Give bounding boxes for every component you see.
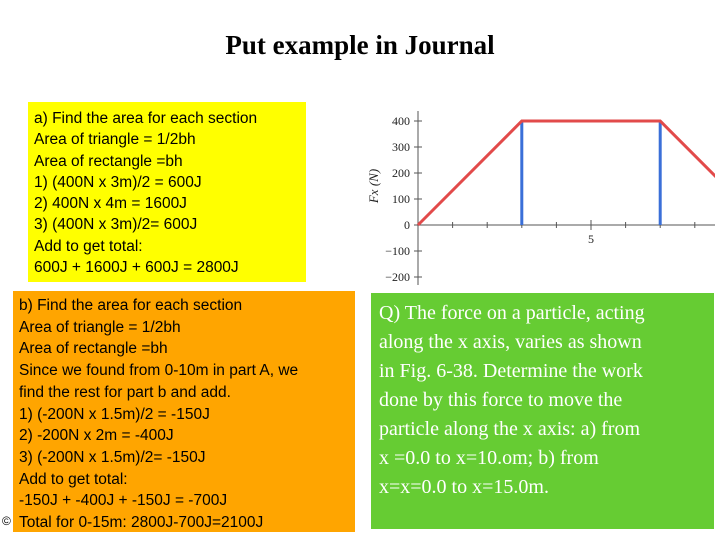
y-tick-label: 100: [392, 192, 410, 206]
y-tick-label: 300: [392, 140, 410, 154]
part-a-box: [28, 102, 306, 282]
force-line: [418, 121, 715, 277]
question-line: done by this force to move the: [379, 389, 623, 411]
part-b-line: Since we found from 0-10m in part A, we: [19, 362, 299, 380]
part-a-line: a) Find the area for each section: [34, 110, 258, 127]
copyright-mark: ©: [2, 514, 11, 528]
part-b-line: -150J + -400J + -150J = -700J: [19, 492, 228, 510]
part-a-line: Area of rectangle =bh: [34, 152, 183, 170]
question-line: Q) The force on a particle, acting: [379, 302, 645, 324]
page-title: Put example in Journal: [225, 30, 495, 60]
y-tick-label: −100: [385, 244, 410, 258]
part-b-line: find the rest for part b and add.: [19, 383, 231, 401]
force-position-chart: [360, 105, 715, 290]
part-b-line: Area of triangle = 1/2bh: [19, 318, 181, 336]
question-line: particle along the x axis: a) from: [379, 418, 641, 440]
part-a-line: 1) (400N x 3m)/2 = 600J: [34, 173, 202, 191]
question-line: along the x axis, varies as shown: [379, 331, 642, 353]
part-a-line: 2) 400N x 4m = 1600J: [34, 195, 187, 213]
part-b-box: [13, 291, 355, 532]
part-b-line: b) Find the area for each section: [19, 297, 243, 314]
part-a-line: Add to get total:: [34, 237, 143, 255]
question-line: in Fig. 6-38. Determine the work: [379, 360, 643, 382]
part-b-line: 2) -200N x 2m = -400J: [19, 427, 174, 445]
question-line: x=x=0.0 to x=15.0m.: [379, 476, 549, 498]
chart-axes: [418, 111, 715, 285]
part-b-line: 1) (-200N x 1.5m)/2 = -150J: [19, 405, 210, 423]
question-box: [371, 293, 714, 529]
chart-series: [418, 121, 715, 277]
chart-segment-markers: [522, 121, 715, 277]
y-tick-label: 200: [392, 166, 410, 180]
part-b-line: Add to get total:: [19, 470, 128, 488]
part-b-line: Total for 0-15m: 2800J-700J=2100J: [19, 514, 264, 532]
y-axis-label: Fx (N): [366, 168, 381, 204]
part-a-line: 3) (400N x 3m)/2= 600J: [34, 216, 198, 234]
y-tick-label: 0: [404, 218, 410, 232]
y-tick-label: 400: [392, 114, 410, 128]
question-line: x =0.0 to x=10.om; b) from: [379, 447, 599, 469]
part-b-line: Area of rectangle =bh: [19, 340, 168, 358]
x-tick-label: 5: [588, 232, 594, 246]
part-a-line: Area of triangle = 1/2bh: [34, 131, 196, 149]
chart-ticks: [385, 114, 715, 284]
y-tick-label: −200: [385, 270, 410, 284]
part-b-line: 3) (-200N x 1.5m)/2= -150J: [19, 448, 206, 466]
part-a-line: 600J + 1600J + 600J = 2800J: [34, 259, 239, 277]
